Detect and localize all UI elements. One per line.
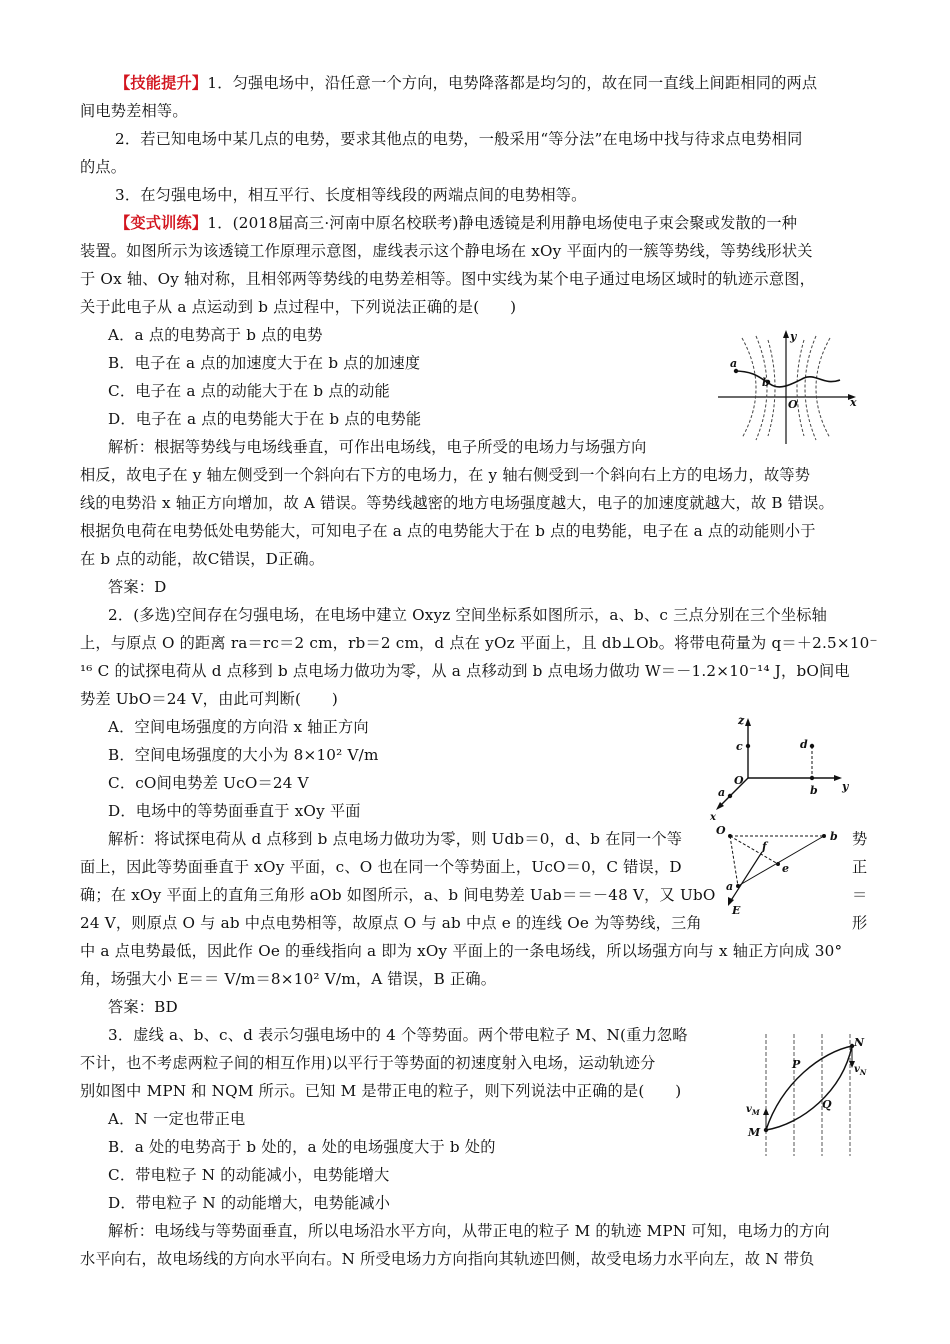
q2-option-d: D．电场中的等势面垂直于 xOy 平面 bbox=[108, 802, 361, 820]
q2-explain-1: 解析：将试探电荷从 d 点移到 b 点电场力做功为零，则 Udb＝0，d、b 在同一个等 bbox=[108, 830, 683, 848]
fig1-label-y: y bbox=[790, 330, 797, 343]
fig3-label-a: a bbox=[726, 880, 734, 893]
q3-option-b: B．a 处的电势高于 b 处的，a 处的电场强度大于 b 处的 bbox=[108, 1138, 496, 1156]
q2-option-b: B．空间电场强度的大小为 8×10² V/m bbox=[108, 746, 379, 764]
fig1-label-b: b bbox=[762, 376, 770, 389]
fig1-label-x: x bbox=[850, 396, 857, 409]
q2-line-4: 势差 UbO＝24 V，由此可判断( ) bbox=[80, 690, 339, 708]
q2-explain-3-end: ＝ bbox=[852, 886, 868, 904]
q1-explain-5: 在 b 点的动能，故C错误，D正确。 bbox=[80, 550, 325, 568]
q3-explain-2: 水平向右，故电场线的方向水平向右。N 所受电场力方向指向其轨迹凹侧，故受电场力水平向左，故 N 带负 bbox=[80, 1250, 815, 1268]
q2-option-c: C．cO间电势差 UcO＝24 V bbox=[108, 774, 309, 792]
q1-option-a: A．a 点的电势高于 b 点的电势 bbox=[108, 326, 323, 344]
q3-line-1: 3．虚线 a、b、c、d 表示匀强电场中的 4 个等势面。两个带电粒子 M、N(重力忽略 bbox=[108, 1026, 688, 1044]
q1-explain-2: 相反，故电子在 y 轴左侧受到一个斜向右下方的电场力，在 y 轴右侧受到一个斜向右上方的电场力，故等势 bbox=[80, 466, 811, 484]
fig1-label-a: a bbox=[730, 357, 738, 370]
skill-p1-text: 1．匀强电场中，沿任意一个方向，电势降落都是均匀的，故在同一直线上间距相同的两点 bbox=[207, 74, 818, 92]
q2-explain-4: 24 V，则原点 O 与 ab 中点电势相等，故原点 O 与 ab 中点 e 的连线 Oe 为等势线，三角 bbox=[80, 914, 702, 932]
skill-p2-cont: 的点。 bbox=[80, 158, 127, 176]
fig4-label-vn: $v_N$ bbox=[854, 1064, 867, 1077]
q2-explain-1-end: 势 bbox=[852, 830, 868, 848]
q3-line-2: 不计，也不考虑两粒子间的相互作用)以平行于等势面的初速度射入电场，运动轨迹分 bbox=[80, 1054, 656, 1072]
q1-explain-1: 解析：根据等势线与电场线垂直，可作出电场线，电子所受的电场力与场强方向 bbox=[108, 438, 647, 456]
q1-answer: 答案：D bbox=[108, 578, 167, 596]
q3-explain-1: 解析：电场线与等势面垂直，所以电场沿水平方向，从带正电的粒子 M 的轨迹 MPN 可知，电场力的方向 bbox=[108, 1222, 830, 1240]
q1-line-1 bbox=[115, 213, 797, 233]
fig4-label-p: P bbox=[792, 1058, 801, 1071]
q3-option-d: D．带电粒子 N 的动能增大，电势能减小 bbox=[108, 1194, 391, 1212]
fig3-label-o: O bbox=[716, 824, 726, 837]
q2-explain-3: 确；在 xOy 平面上的直角三角形 aOb 如图所示，a、b 间电势差 Uab＝＝－48 V，又 UbO bbox=[80, 886, 716, 904]
q1-line-4: 关于此电子从 a 点运动到 b 点过程中，下列说法正确的是( ) bbox=[80, 298, 517, 316]
q1-option-b: B．电子在 a 点的加速度大于在 b 点的加速度 bbox=[108, 354, 421, 372]
q2-explain-4-end: 形 bbox=[852, 914, 868, 932]
skill-tag: 【技能提升】 bbox=[115, 74, 208, 92]
fig4-label-n: N bbox=[854, 1036, 865, 1049]
fig4-label-q: Q bbox=[822, 1098, 832, 1111]
fig4-label-vm: $v_M$ bbox=[746, 1104, 760, 1117]
fig3-label-e-field: E bbox=[732, 904, 741, 916]
fig2-label-y: y bbox=[842, 780, 849, 793]
skill-paragraph-1 bbox=[115, 73, 817, 93]
q2-explain-2: 面上，因此等势面垂直于 xOy 平面，c、O 也在同一个等势面上，UcO＝0，C 错误，D bbox=[80, 858, 682, 876]
q3-line-3: 别如图中 MPN 和 NQM 所示。已知 M 是带正电的粒子，则下列说法中正确的是( ) bbox=[80, 1082, 682, 1100]
q2-answer: 答案：BD bbox=[108, 998, 178, 1016]
figure-electrostatic-lens bbox=[712, 326, 862, 448]
fig4-label-m: M bbox=[748, 1126, 761, 1139]
fig2-label-b: b bbox=[810, 784, 818, 797]
q1-stem-text: 1．(2018届高三·河南中原名校联考)静电透镜是利用静电场使电子束会聚或发散的一种 bbox=[207, 214, 798, 232]
q1-explain-4: 根据负电荷在电势低处电势能大，可知电子在 a 点的电势能大于在 b 点的电势能，电子在 a 点的动能则小于 bbox=[80, 522, 816, 540]
q2-line-3: ¹⁶ C 的试探电荷从 d 点移到 b 点电场力做功为零，从 a 点移动到 b 点电场力做功 W＝－1.2×10⁻¹⁴ J，bO间电 bbox=[80, 662, 850, 680]
q2-line-1: 2．(多选)空间存在匀强电场，在电场中建立 Oxyz 空间坐标系如图所示，a、b、c 三点分别在三个坐标轴 bbox=[108, 606, 827, 624]
q1-line-2: 装置。如图所示为该透镜工作原理示意图，虚线表示这个静电场在 xOy 平面内的一簇等势线，等势线形状关 bbox=[80, 242, 813, 260]
q2-explain-5: 中 a 点电势最低，因此作 Oe 的垂线指向 a 即为 xOy 平面上的一条电场线，所以场强方向与 x 轴正方向成 30° bbox=[80, 942, 843, 960]
q1-line-3: 于 Ox 轴、Oy 轴对称，且相邻两等势线的电势差相等。图中实线为某个电子通过电场区域时的轨迹示意图， bbox=[80, 270, 815, 288]
fig3-label-e: e bbox=[782, 862, 789, 875]
fig2-label-c: c bbox=[736, 740, 743, 753]
variant-tag: 【变式训练】 bbox=[115, 214, 208, 232]
fig2-label-d: d bbox=[800, 738, 808, 751]
q3-option-c: C．带电粒子 N 的动能减小，电势能增大 bbox=[108, 1166, 390, 1184]
fig3-label-f: f bbox=[762, 840, 767, 853]
figure-equipotential-surfaces bbox=[742, 1032, 868, 1158]
figure-triangle-aob bbox=[712, 824, 848, 916]
q1-option-c: C．电子在 a 点的动能大于在 b 点的动能 bbox=[108, 382, 390, 400]
skill-paragraph-3: 3．在匀强电场中，相互平行、长度相等线段的两端点间的电势相等。 bbox=[115, 186, 587, 204]
q1-explain-3: 线的电势沿 x 轴正方向增加，故 A 错误。等势线越密的地方电场强度越大，电子的加速度就越大，故 B 错误。 bbox=[80, 494, 834, 512]
figure-3d-axes bbox=[708, 712, 856, 824]
skill-p1-cont: 间电势差相等。 bbox=[80, 102, 188, 120]
fig1-label-o: O bbox=[788, 398, 798, 411]
skill-paragraph-2: 2．若已知电场中某几点的电势，要求其他点的电势，一般采用“等分法”在电场中找与待求点电势相同 bbox=[115, 130, 803, 148]
q2-line-2: 上，与原点 O 的距离 ra＝rc＝2 cm，rb＝2 cm，d 点在 yOz 平面上，且 db⊥Ob。将带电荷量为 q＝＋2.5×10⁻ bbox=[80, 634, 878, 652]
fig2-label-a: a bbox=[718, 786, 726, 799]
fig2-label-z: z bbox=[738, 714, 745, 727]
q2-option-a: A．空间电场强度的方向沿 x 轴正方向 bbox=[108, 718, 369, 736]
fig3-label-b: b bbox=[830, 830, 838, 843]
fig2-label-x: x bbox=[710, 812, 716, 823]
q2-explain-2-end: 正 bbox=[852, 858, 868, 876]
fig2-label-o: O bbox=[734, 774, 744, 787]
q1-option-d: D．电子在 a 点的电势能大于在 b 点的电势能 bbox=[108, 410, 422, 428]
q3-option-a: A．N 一定也带正电 bbox=[108, 1110, 246, 1128]
q2-explain-6: 角，场强大小 E＝＝ V/m＝8×10² V/m，A 错误，B 正确。 bbox=[80, 970, 497, 988]
